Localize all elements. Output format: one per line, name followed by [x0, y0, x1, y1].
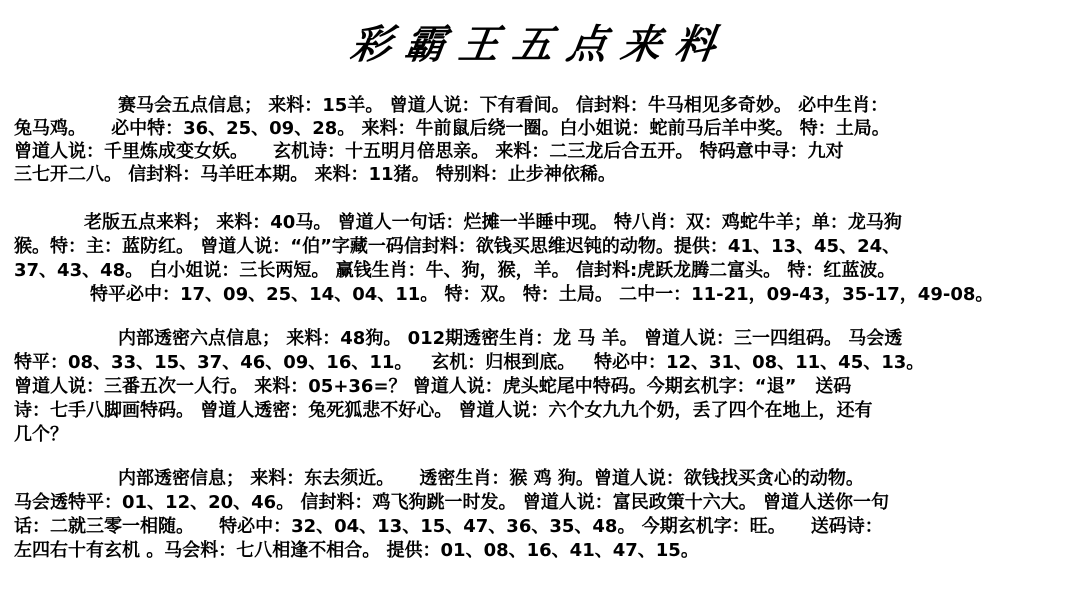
text-line: 三七开二八。 信封料：马羊旺本期。 来料：11猪。 特别料：止步神依稀。	[14, 164, 616, 185]
text-line: 特平必中：17、09、25、14、04、11。 特：双。 特：土局。 二中一：11-21，09-43，35-17，49-08。	[90, 284, 994, 305]
page-title: 彩霸王五点来料	[347, 21, 733, 68]
text-line: 马会透特平：01、12、20、46。 信封料：鸡飞狗跳一时发。 曾道人说：富民政策十六大。 曾道人送你一句	[14, 492, 889, 513]
text-line: 特平：08、33、15、37、46、09、16、11。 玄机：归根到底。 特必中：12、31、08、11、45、13。	[14, 352, 925, 373]
text-line: 话：二就三零一相随。 特必中：32、04、13、15、47、36、35、48。 今期玄机字：旺。 送码诗：	[14, 516, 883, 537]
text-line: 曾道人说：千里炼成变女妖。 玄机诗：十五明月倍思亲。 来料：二三龙后合五开。 特码意中寻：九对	[14, 141, 844, 162]
text-line: 诗：七手八脚画特码。 曾道人透密：兔死狐悲不好心。 曾道人说：六个女九九个奶，丢了四个在地上，还有	[14, 400, 873, 421]
text-line: 37、43、48。 白小姐说：三长两短。 赢钱生肖：牛、狗，猴，羊。 信封料:虎跃龙腾二富头。 特：红蓝波。	[14, 260, 896, 281]
text-line: 猴。特：主：蓝防红。 曾道人说：“伯”字藏一码信封料：欲钱买思维迟钝的动物。提供：41、13、45、24、	[14, 236, 901, 257]
text-line: 赛马会五点信息； 来料：15羊。 曾道人说：下有看间。 信封料：牛马相见多奇妙。 必中生肖：	[118, 95, 889, 116]
text-line: 几个？	[14, 424, 68, 445]
text-line: 兔马鸡。 必中特：36、25、09、28。 来料：牛前鼠后绕一圈。白小姐说：蛇前马后羊中奖。 特：土局。	[14, 118, 890, 139]
text-line: 左四右十有玄机 。马会料：七八相逢不相合。 提供：01、08、16、41、47、15。	[14, 540, 699, 561]
text-line: 老版五点来料； 来料：40马。 曾道人一句话：烂摊一半睡中现。 特八肖：双：鸡蛇牛羊；单：龙马狗	[84, 212, 902, 233]
text-line: 曾道人说：三番五次一人行。 来料：05+36=？ 曾道人说：虎头蛇尾中特码。今期玄机字：“退” 送码	[14, 376, 852, 397]
text-line: 内部透密六点信息； 来料：48狗。 012期透密生肖：龙 马 羊。 曾道人说：三一四组码。 马会透	[118, 328, 903, 349]
text-line: 内部透密信息； 来料：东去须近。 透密生肖：猴 鸡 狗。曾道人说：欲钱找买贪心的动物。	[118, 468, 864, 489]
